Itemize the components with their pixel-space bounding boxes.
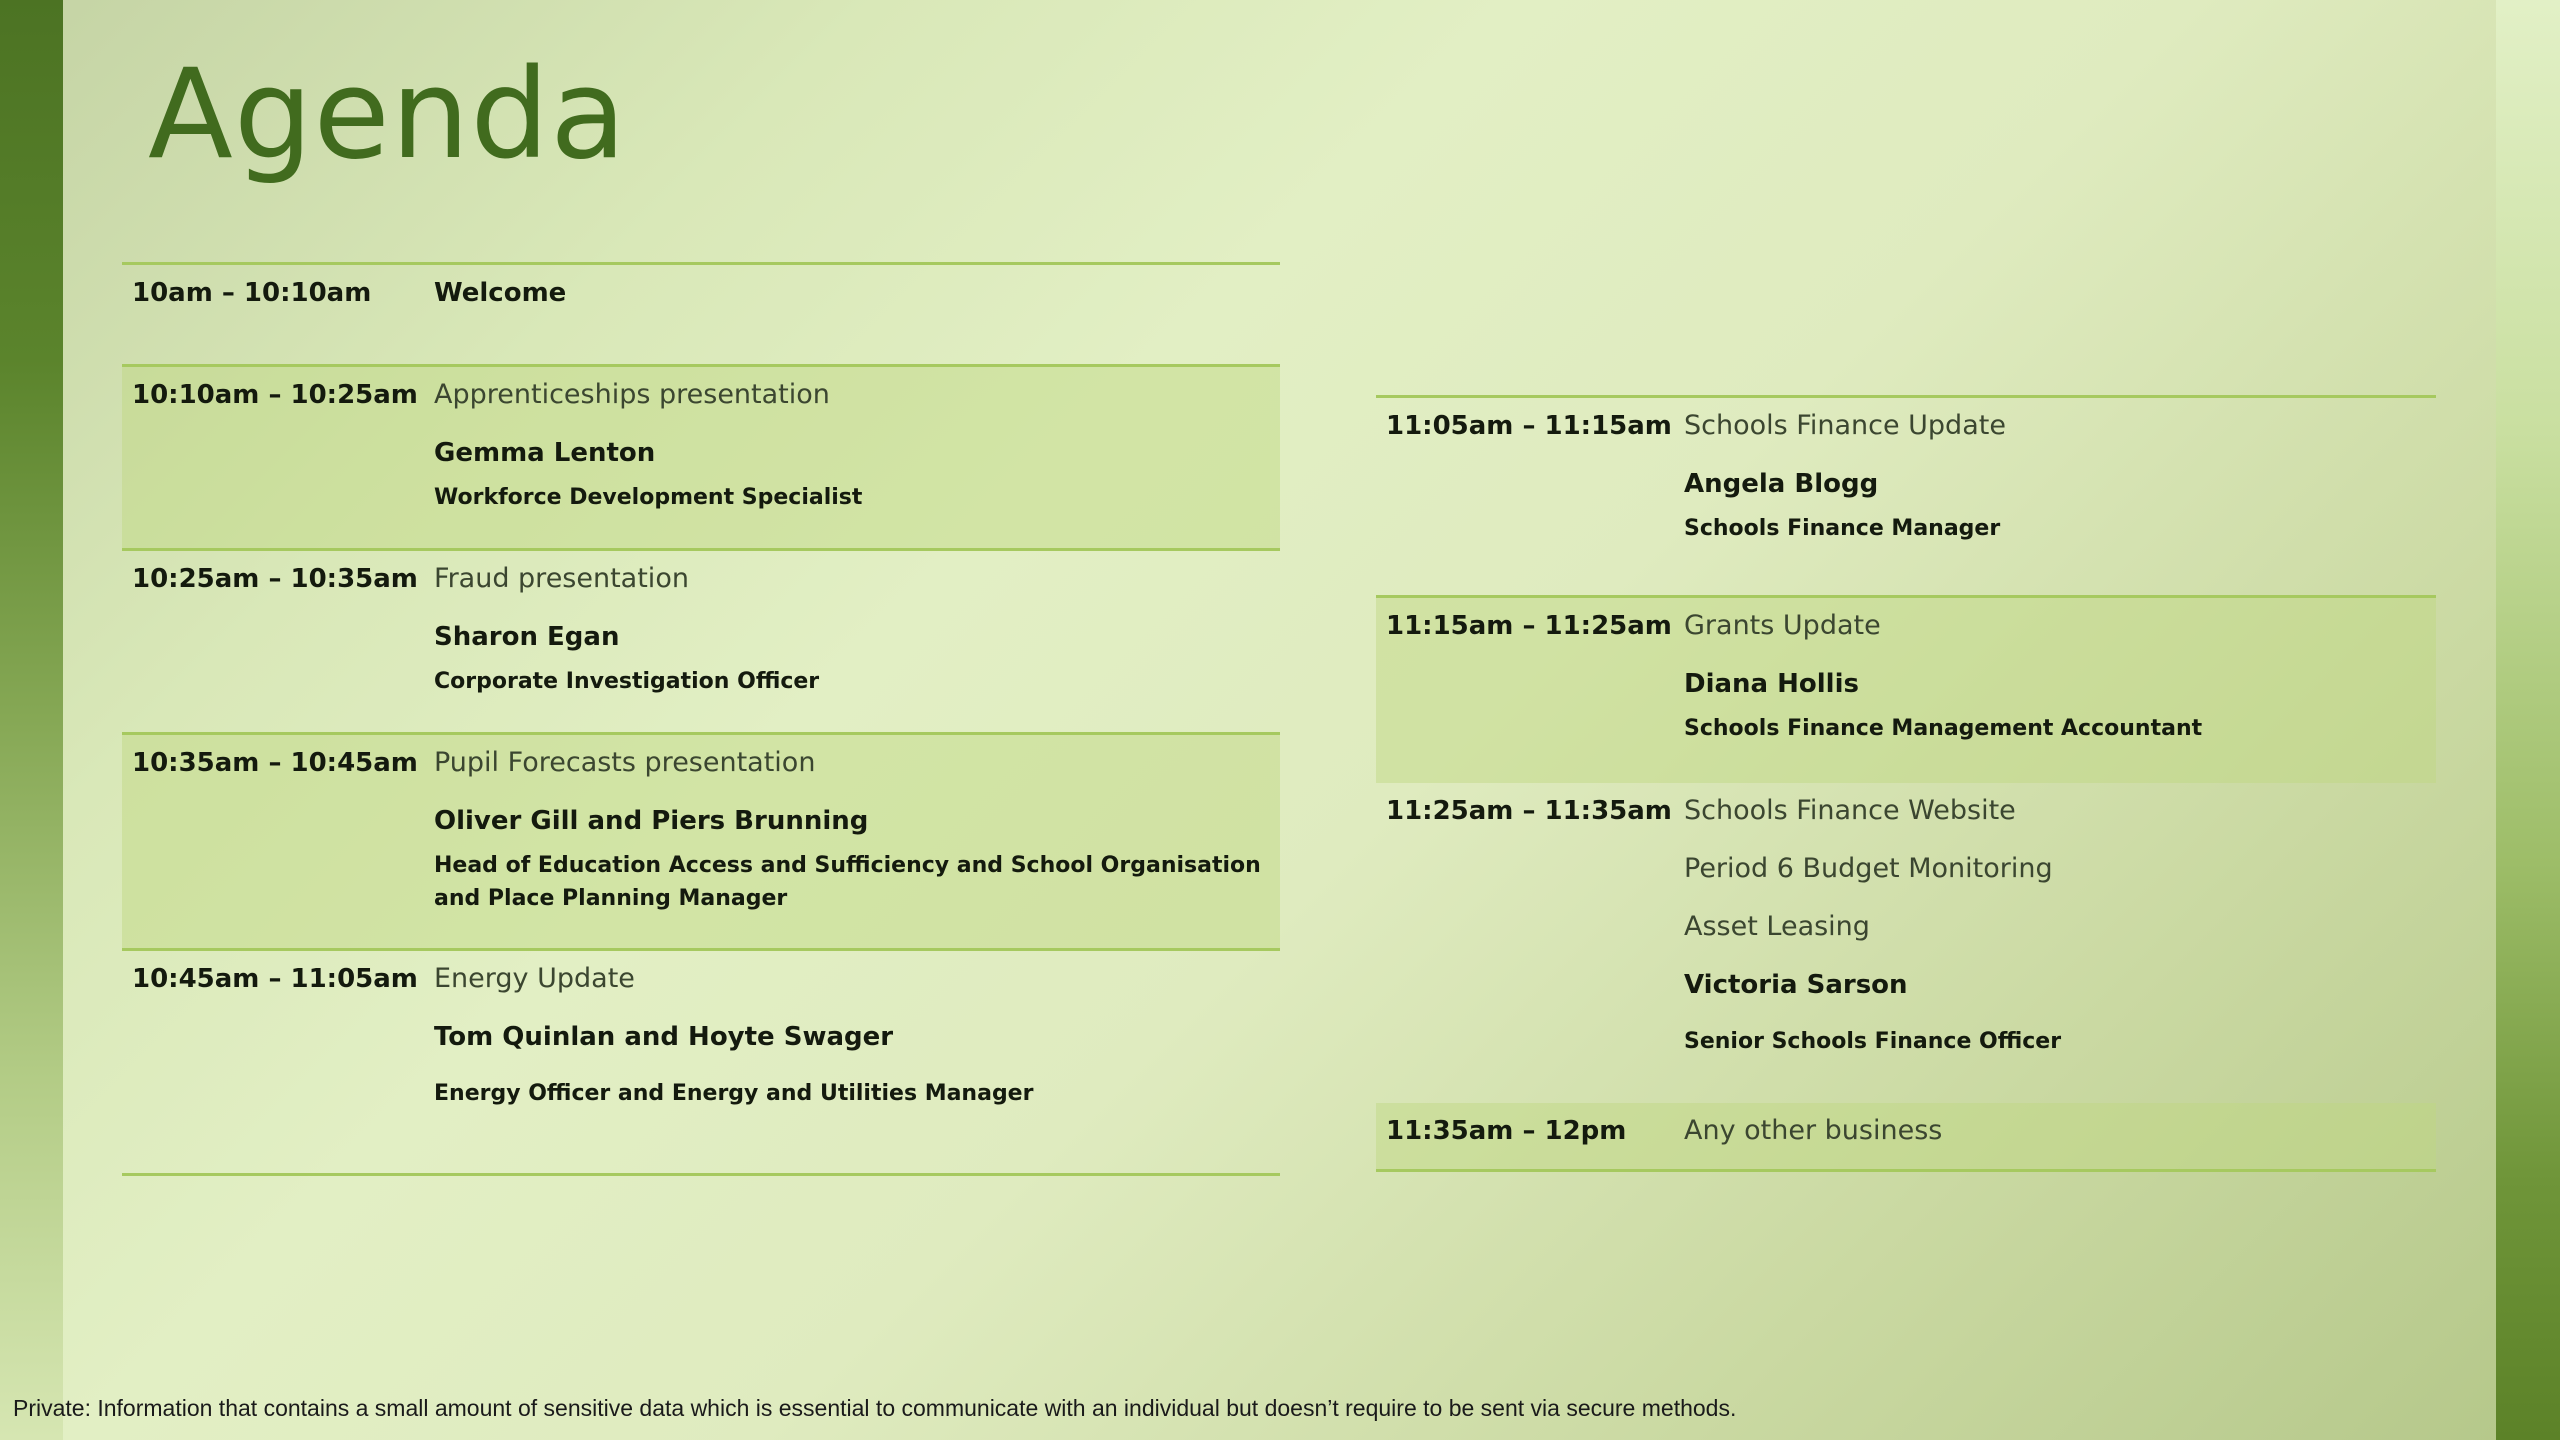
agenda-detail xyxy=(434,563,1264,698)
right-accent-bar xyxy=(2496,0,2560,1440)
agenda-column-left xyxy=(122,262,1280,1176)
agenda-detail xyxy=(434,379,1264,514)
agenda-speaker-role: Schools Finance Manager xyxy=(1684,516,2001,541)
slide-title: Agenda xyxy=(148,43,628,187)
agenda-speaker: Victoria Sarson xyxy=(1684,970,1908,1000)
agenda-time: 10:10am – 10:25am xyxy=(132,380,418,410)
agenda-topic: Period 6 Budget Monitoring xyxy=(1684,853,2053,884)
agenda-row xyxy=(1376,1103,2436,1169)
agenda-speaker-role: Energy Officer and Energy and Utilities Manager xyxy=(434,1081,1034,1106)
agenda-speaker-role: Workforce Development Specialist xyxy=(434,485,863,510)
agenda-detail xyxy=(1684,1115,2424,1147)
agenda-speaker: Sharon Egan xyxy=(434,622,620,652)
agenda-topic: Pupil Forecasts presentation xyxy=(434,747,816,778)
agenda-speaker: Angela Blogg xyxy=(1684,469,1879,499)
agenda-speaker: Tom Quinlan and Hoyte Swager xyxy=(434,1022,894,1052)
agenda-time: 10am – 10:10am xyxy=(132,278,372,308)
agenda-row xyxy=(122,548,1280,732)
agenda-time: 10:35am – 10:45am xyxy=(132,748,418,778)
agenda-time: 11:05am – 11:15am xyxy=(1386,411,1672,441)
agenda-time: 11:25am – 11:35am xyxy=(1386,796,1672,826)
left-accent-bar xyxy=(0,0,63,1440)
agenda-topic: Fraud presentation xyxy=(434,563,689,594)
agenda-speaker: Diana Hollis xyxy=(1684,669,1859,699)
agenda-detail xyxy=(1684,795,2424,1058)
agenda-topic: Grants Update xyxy=(1684,610,1881,641)
agenda-time: 11:15am – 11:25am xyxy=(1386,611,1672,641)
agenda-detail xyxy=(434,747,1264,915)
agenda-detail xyxy=(434,963,1264,1110)
agenda-topic: Schools Finance Update xyxy=(1684,410,2006,441)
agenda-topic: Energy Update xyxy=(434,963,635,994)
agenda-row xyxy=(122,948,1280,1173)
agenda-bottom-rule xyxy=(122,1173,1280,1176)
agenda-row xyxy=(1376,595,2436,783)
agenda-time: 11:35am – 12pm xyxy=(1386,1116,1627,1146)
agenda-column-right xyxy=(1376,395,2436,1172)
agenda-speaker-role: Corporate Investigation Officer xyxy=(434,669,820,694)
agenda-speaker-role: Senior Schools Finance Officer xyxy=(1684,1029,2062,1054)
privacy-footer: Private: Information that contains a small amount of sensitive data which is essential to communicate with an individual but doesn’t require to be sent via secure methods. xyxy=(13,1395,1737,1421)
agenda-row xyxy=(122,364,1280,548)
agenda-topic: Apprenticeships presentation xyxy=(434,379,830,410)
agenda-topic: Schools Finance Website xyxy=(1684,795,2016,826)
agenda-detail xyxy=(1684,610,2424,745)
agenda-topic: Asset Leasing xyxy=(1684,911,1870,942)
agenda-detail xyxy=(434,277,1264,309)
agenda-speaker-role: Schools Finance Management Accountant xyxy=(1684,716,2203,741)
agenda-time: 10:25am – 10:35am xyxy=(132,564,418,594)
agenda-row xyxy=(1376,395,2436,595)
agenda-row xyxy=(1376,783,2436,1103)
agenda-topic: Welcome xyxy=(434,278,567,308)
agenda-bottom-rule xyxy=(1376,1169,2436,1172)
agenda-detail xyxy=(1684,410,2424,545)
agenda-time: 10:45am – 11:05am xyxy=(132,964,418,994)
agenda-row xyxy=(122,262,1280,364)
agenda-topic: Any other business xyxy=(1684,1115,1943,1146)
agenda-row xyxy=(122,732,1280,948)
agenda-speaker-role: Head of Education Access and Sufficiency and School Organisation and Place Planning Manager xyxy=(434,853,1261,911)
agenda-speaker: Gemma Lenton xyxy=(434,438,656,468)
agenda-speaker: Oliver Gill and Piers Brunning xyxy=(434,806,869,836)
